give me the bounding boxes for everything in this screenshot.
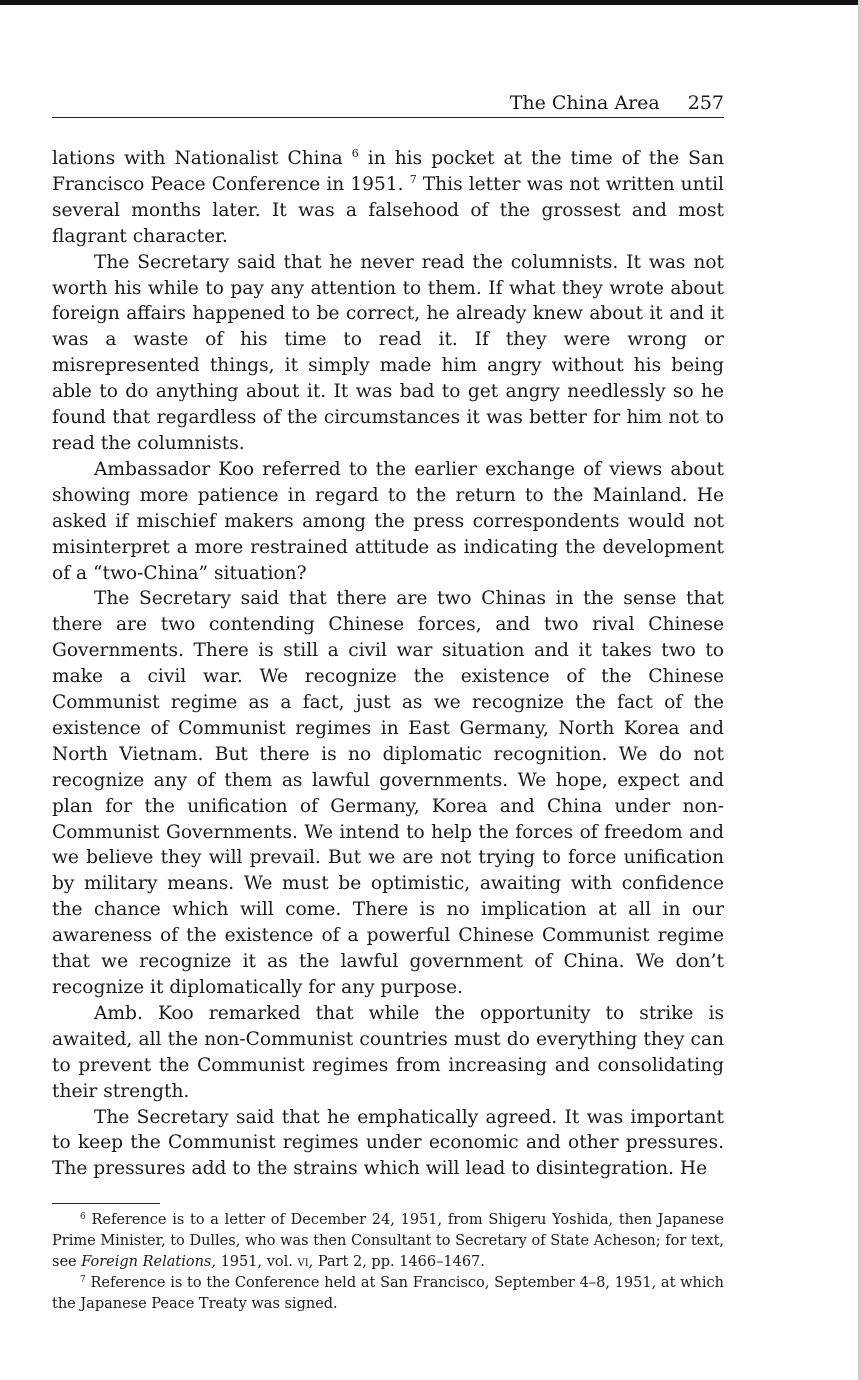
paragraph-1: [52, 146, 724, 250]
footnote-6-text-c: , Part 2, pp. 1466–1467.: [308, 1254, 485, 1270]
footnote-6-text-a: Reference is to a letter of December 24, 1951, from Shigeru Yoshida, then Japanese Prime Minister, to Dulles, who was then Consultant to Secretary of State Acheson; for text, see: [52, 1212, 724, 1270]
paragraph-3: Ambassador Koo referred to the earlier exchange of views about showing more patience in regard to the return to the Mainland. He asked if mischief makers among the press correspondents would not misinterpret a more restrained attitude as indicating the development of a “two-China” situation?: [52, 458, 724, 584]
footnote-6-text-b: 1951, vol.: [215, 1254, 298, 1270]
footnote-ref-6: 6: [351, 147, 359, 160]
running-header: [52, 92, 724, 118]
paragraph-5: Amb. Koo remarked that while the opportunity to strike is awaited, all the non-Communist countries must do everything they can to prevent the Communist regimes from increasing and consolidating their strength.: [52, 1002, 724, 1102]
main-text: [52, 146, 724, 1182]
paragraph-2: The Secretary said that he never read the columnists. It was not worth his while to pay any attention to them. If what they wrote about foreign affairs happened to be correct, he already knew about it and it was a waste of his time to read it. If they were wrong or misrepresented things, it simply made him angry without his being able to do anything about it. It was bad to get angry needlessly so he found that regardless of the circumstances it was better for him not to read the columnists.: [52, 251, 724, 454]
paragraph-6: The Secretary said that he emphatically agreed. It was important to keep the Communist regimes under economic and other pressures. The pressures add to the strains which will lead to disintegration. He: [52, 1106, 724, 1180]
page-number: 257: [687, 92, 724, 114]
footnote-divider: [52, 1203, 160, 1204]
paragraph-1-part-c: This letter was not written until several months later. It was a falsehood of the grossest and most flagrant character.: [52, 173, 724, 247]
footnote-ref-7: 7: [409, 172, 417, 186]
footnote-6: [52, 1210, 724, 1273]
footnote-mark-6: 6: [80, 1212, 86, 1222]
paragraph-1-part-b: in his pocket at the time of the San Francisco Peace Conference in 1951.: [52, 148, 724, 195]
paragraph-4: The Secretary said that there are two Chinas in the sense that there are two contending Chinese forces, and two rival Chinese Governments. There is still a civil war situation and it takes two to make a civil war. We recognize the existence of the Chinese Communist regime as a fact, just as we recognize the fact of the existence of Communist regimes in East Germany, North Korea and North Vietnam. But there is no diplomatic recognition. We do not recognize any of them as lawful governments. We hope, expect and plan for the unification of Germany, Korea and China under non-Communist Governments. We intend to help the forces of freedom and we believe they will prevail. But we are not trying to force unification by military means. We must be optimistic, awaiting with confidence the chance which will come. There is no implication at all in our awareness of the existence of a powerful Chinese Communist regime that we recognize it as the lawful government of China. We don’t recognize it diplomatically for any purpose.: [52, 588, 724, 998]
running-title: The China Area: [509, 92, 660, 114]
footnotes: [52, 1210, 724, 1315]
footnote-mark-7: 7: [80, 1275, 86, 1285]
page-top-border: [0, 0, 861, 5]
footnote-7-text: Reference is to the Conference held at San Francisco, September 4–8, 1951, at which the Japanese Peace Treaty was signed.: [52, 1275, 724, 1312]
footnote-6-volume: vi: [297, 1254, 309, 1270]
paragraph-1-part-a: lations with Nationalist China: [52, 148, 343, 169]
footnote-6-title: Foreign Relations,: [81, 1254, 216, 1270]
footnote-7: [52, 1273, 724, 1315]
